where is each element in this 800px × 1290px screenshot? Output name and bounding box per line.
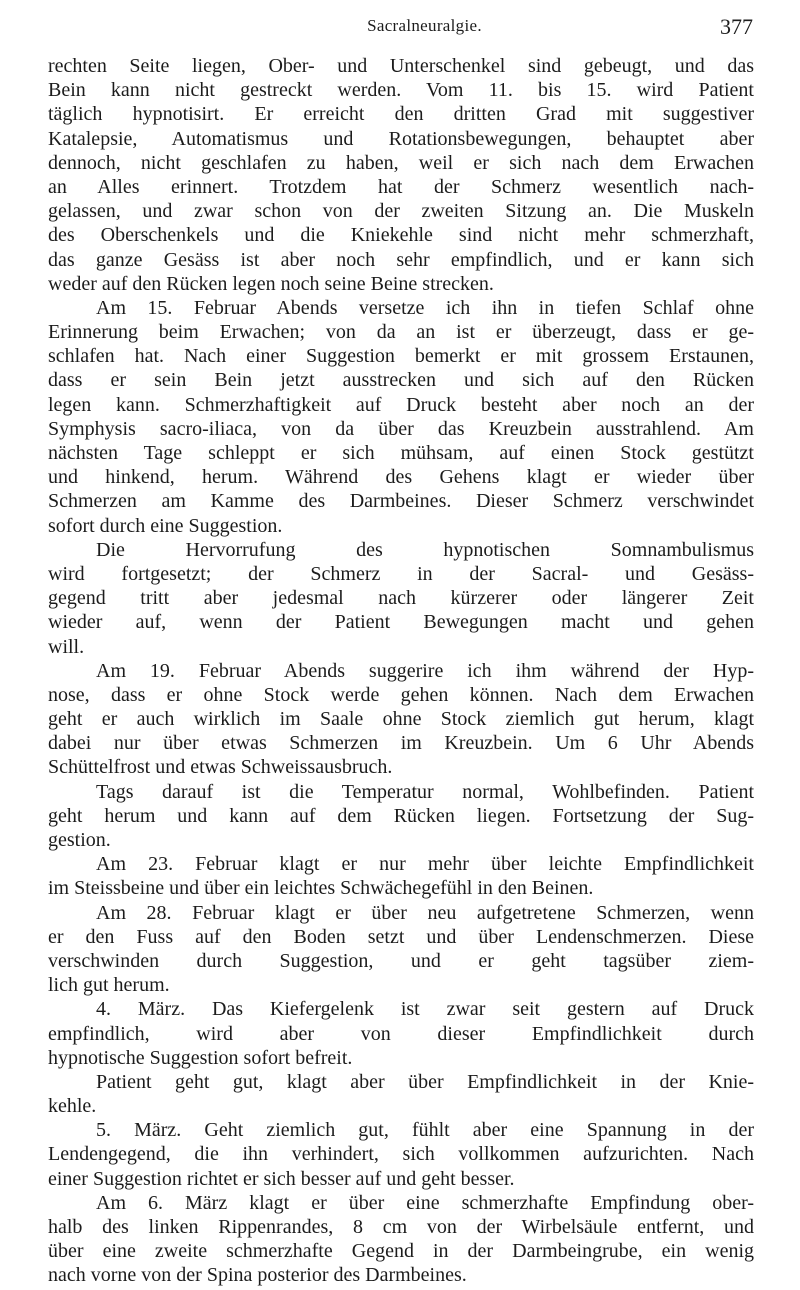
text-line: einer Suggestion richtet er sich besser auf und geht besser. [48, 1167, 515, 1190]
text-line: hypnotische Suggestion sofort befreit. [48, 1046, 353, 1069]
text-line: dennoch, nicht geschlafen zu haben, weil er sich nach dem Erwachen [48, 151, 754, 174]
text-line: Patient geht gut, klagt aber über Empfindlichkeit in der Knie- [96, 1070, 754, 1093]
text-line: Symphysis sacro-iliaca, von da über das Kreuzbein ausstrahlend. Am [48, 417, 754, 440]
text-line: Katalepsie, Automatismus und Rotationsbewegungen, behauptet aber [48, 127, 754, 150]
text-line: dass er sein Bein jetzt ausstrecken und sich auf den Rücken [48, 369, 754, 392]
text-line: Lendengegend, die ihn verhindert, sich vollkommen aufzurichten. Nach [48, 1143, 754, 1166]
text-line: Am 6. März klagt er über eine schmerzhafte Empfindung ober- [96, 1191, 754, 1214]
text-line: legen kann. Schmerzhaftigkeit auf Druck besteht aber noch an der [48, 393, 754, 416]
page-number: 377 [720, 14, 753, 39]
text-line: gelassen, und zwar schon von der zweiten Sitzung an. Die Muskeln [48, 200, 754, 223]
text-line: geht herum und kann auf dem Rücken liegen. Fortsetzung der Sug- [48, 804, 754, 827]
text-line: empfindlich, wird aber von dieser Empfindlichkeit durch [48, 1022, 754, 1045]
text-line: Am 28. Februar klagt er über neu aufgetretene Schmerzen, wenn [96, 901, 754, 924]
text-line: dabei nur über etwas Schmerzen im Kreuzbein. Um 6 Uhr Abends [48, 732, 754, 755]
text-line: schlafen hat. Nach einer Suggestion bemerkt er mit grossem Erstaunen, [48, 345, 754, 368]
text-line: nächsten Tage schleppt er sich mühsam, auf einen Stock gestützt [48, 442, 754, 464]
text-line: wieder auf, wenn der Patient Bewegungen macht und gehen [48, 611, 754, 634]
text-line: täglich hypnotisirt. Er erreicht den dritten Grad mit suggestiver [48, 103, 754, 126]
text-line: sofort durch eine Suggestion. [48, 514, 283, 537]
text-line: rechten Seite liegen, Ober- und Unterschenkel sind gebeugt, und das [48, 55, 754, 77]
text-line: er den Fuss auf den Boden setzt und über Lendenschmerzen. Diese [48, 925, 754, 948]
text-line: weder auf den Rücken legen noch seine Beine strecken. [48, 272, 494, 295]
text-line: Erinnerung beim Erwachen; von da an ist er überzeugt, dass er ge- [48, 321, 754, 344]
body-text [48, 54, 754, 1288]
text-line: das ganze Gesäss ist aber noch sehr empfindlich, und er kann sich [48, 248, 754, 271]
text-line: gegend tritt aber jedesmal nach kürzerer oder längerer Zeit [48, 587, 754, 610]
text-line: lich gut herum. [48, 974, 170, 997]
page-header [96, 10, 753, 50]
text-line: Am 15. Februar Abends versetze ich ihn in tiefen Schlaf ohne [96, 296, 754, 319]
text-line: wird fortgesetzt; der Schmerz in der Sacral- und Gesäss- [48, 562, 754, 585]
text-line: Schmerzen am Kamme des Darmbeines. Dieser Schmerz verschwindet [48, 490, 754, 513]
text-line: Bein kann nicht gestreckt werden. Vom 11. bis 15. wird Patient [48, 79, 754, 102]
text-line: an Alles erinnert. Trotzdem hat der Schmerz wesentlich nach- [48, 175, 754, 198]
running-title: Sacralneuralgie. [367, 16, 482, 35]
text-line: im Steissbeine und über ein leichtes Schwächegefühl in den Beinen. [48, 877, 594, 900]
text-line: Tags darauf ist die Temperatur normal, Wohlbefinden. Patient [96, 780, 754, 803]
text-line: gestion. [48, 829, 111, 851]
text-line: 5. März. Geht ziemlich gut, fühlt aber eine Spannung in der [96, 1119, 754, 1142]
text-line: will. [48, 635, 85, 658]
text-line: geht er auch wirklich im Saale ohne Stock ziemlich gut herum, klagt [48, 708, 754, 731]
text-line: Am 23. Februar klagt er nur mehr über leichte Empfindlichkeit [96, 853, 754, 876]
text-line: halb des linken Rippenrandes, 8 cm von der Wirbelsäule entfernt, und [48, 1216, 754, 1238]
text-line: Die Hervorrufung des hypnotischen Somnambulismus [96, 538, 754, 561]
text-line: verschwinden durch Suggestion, und er geht tagsüber ziem- [48, 949, 754, 972]
text-line: Am 19. Februar Abends suggerire ich ihm während der Hyp- [96, 659, 754, 682]
text-line: nose, dass er ohne Stock werde gehen können. Nach dem Erwachen [48, 683, 754, 706]
text-line: des Oberschenkels und die Kniekehle sind nicht mehr schmerzhaft, [48, 224, 754, 247]
text-line: 4. März. Das Kiefergelenk ist zwar seit gestern auf Druck [96, 998, 754, 1021]
text-line: über eine zweite schmerzhafte Gegend in der Darmbeingrube, ein wenig [48, 1240, 754, 1263]
text-line: Schüttelfrost und etwas Schweissausbruch. [48, 756, 393, 779]
text-line: und hinkend, herum. Während des Gehens klagt er wieder über [48, 466, 754, 489]
text-line: kehle. [48, 1095, 97, 1118]
text-line: nach vorne von der Spina posterior des Darmbeines. [48, 1264, 467, 1287]
